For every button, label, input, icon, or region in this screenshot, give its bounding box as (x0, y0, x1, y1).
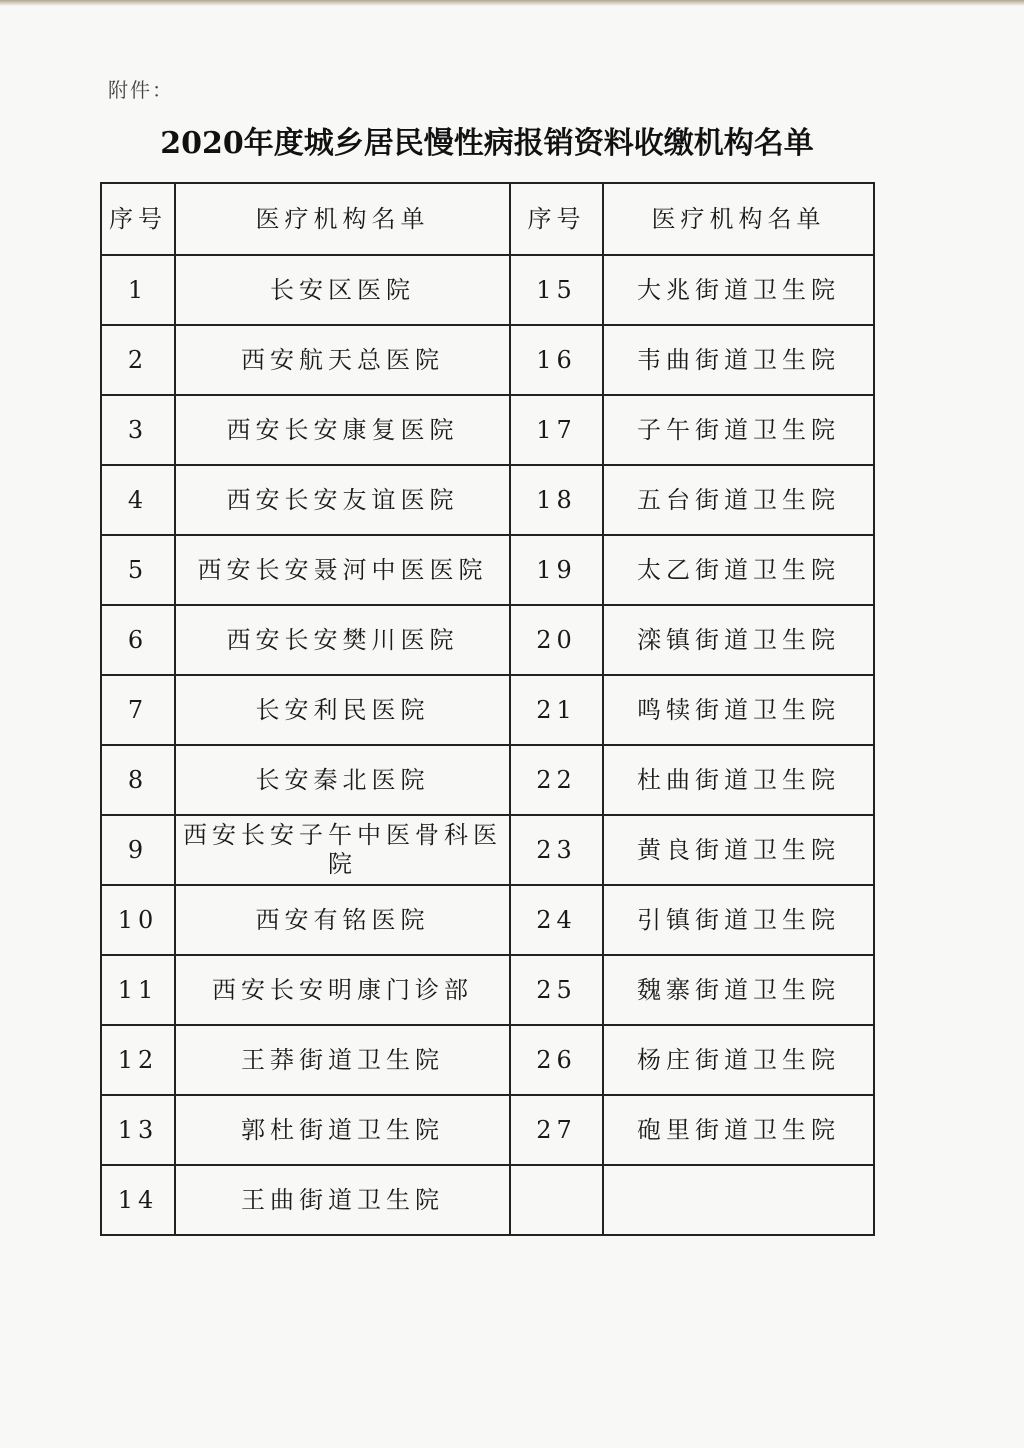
institution-cell-left: 西安长安子午中医骨科医院 (175, 815, 510, 885)
attachment-label: 附件： (108, 78, 174, 102)
institution-table (100, 182, 875, 1236)
table-row (101, 605, 874, 675)
table-row (101, 1025, 874, 1095)
institution-cell-right: 鸣犊街道卫生院 (603, 675, 874, 745)
serial-cell-right: 24 (510, 885, 603, 955)
serial-cell-right: 22 (510, 745, 603, 815)
institution-cell-left: 长安利民医院 (175, 675, 510, 745)
serial-cell-left: 2 (101, 325, 175, 395)
serial-cell-left: 5 (101, 535, 175, 605)
table-row (101, 325, 874, 395)
table-header-row (101, 183, 874, 255)
table-row (101, 745, 874, 815)
serial-cell-right: 17 (510, 395, 603, 465)
table-row (101, 955, 874, 1025)
institution-cell-right: 五台街道卫生院 (603, 465, 874, 535)
document-title: 2020年度城乡居民慢性病报销资料收缴机构名单 (160, 126, 814, 161)
header-serial-right: 序号 (510, 183, 603, 255)
institution-cell-left: 西安有铭医院 (175, 885, 510, 955)
page-top-edge (0, 0, 1024, 6)
serial-cell-left: 1 (101, 255, 175, 325)
institution-cell-right: 魏寨街道卫生院 (603, 955, 874, 1025)
header-institution-right: 医疗机构名单 (603, 183, 874, 255)
table-row (101, 675, 874, 745)
institution-cell-right: 子午街道卫生院 (603, 395, 874, 465)
serial-cell-left: 6 (101, 605, 175, 675)
institution-cell-left: 西安长安康复医院 (175, 395, 510, 465)
institution-cell-left: 西安长安樊川医院 (175, 605, 510, 675)
institution-cell-right (603, 1165, 874, 1235)
institution-cell-left: 郭杜街道卫生院 (175, 1095, 510, 1165)
institution-cell-left: 王莽街道卫生院 (175, 1025, 510, 1095)
serial-cell-right: 23 (510, 815, 603, 885)
institution-cell-right: 太乙街道卫生院 (603, 535, 874, 605)
serial-cell-right: 19 (510, 535, 603, 605)
table-row (101, 535, 874, 605)
table-row (101, 395, 874, 465)
institution-cell-right: 大兆街道卫生院 (603, 255, 874, 325)
table-row (101, 815, 874, 885)
serial-cell-right: 18 (510, 465, 603, 535)
serial-cell-left: 11 (101, 955, 175, 1025)
serial-cell-left: 4 (101, 465, 175, 535)
institution-cell-left: 王曲街道卫生院 (175, 1165, 510, 1235)
serial-cell-left: 12 (101, 1025, 175, 1095)
institution-cell-right: 杜曲街道卫生院 (603, 745, 874, 815)
serial-cell-right: 15 (510, 255, 603, 325)
serial-cell-left: 14 (101, 1165, 175, 1235)
institution-cell-right: 韦曲街道卫生院 (603, 325, 874, 395)
serial-cell-left: 8 (101, 745, 175, 815)
serial-cell-left: 13 (101, 1095, 175, 1165)
serial-cell-left: 9 (101, 815, 175, 885)
table-body (101, 255, 874, 1235)
table-row (101, 255, 874, 325)
institution-cell-right: 黄良街道卫生院 (603, 815, 874, 885)
table-row (101, 885, 874, 955)
serial-cell-right (510, 1165, 603, 1235)
institution-cell-right: 杨庄街道卫生院 (603, 1025, 874, 1095)
serial-cell-right: 16 (510, 325, 603, 395)
table-row (101, 465, 874, 535)
serial-cell-right: 21 (510, 675, 603, 745)
header-serial-left: 序号 (101, 183, 175, 255)
institution-cell-left: 西安长安明康门诊部 (175, 955, 510, 1025)
institution-cell-right: 引镇街道卫生院 (603, 885, 874, 955)
table-row (101, 1165, 874, 1235)
institution-cell-left: 长安秦北医院 (175, 745, 510, 815)
institution-cell-right: 滦镇街道卫生院 (603, 605, 874, 675)
institution-cell-right: 砲里街道卫生院 (603, 1095, 874, 1165)
serial-cell-right: 20 (510, 605, 603, 675)
serial-cell-right: 26 (510, 1025, 603, 1095)
serial-cell-left: 10 (101, 885, 175, 955)
institution-cell-left: 西安长安友谊医院 (175, 465, 510, 535)
serial-cell-right: 25 (510, 955, 603, 1025)
serial-cell-left: 7 (101, 675, 175, 745)
institution-cell-left: 西安航天总医院 (175, 325, 510, 395)
serial-cell-right: 27 (510, 1095, 603, 1165)
serial-cell-left: 3 (101, 395, 175, 465)
institution-cell-left: 西安长安聂河中医医院 (175, 535, 510, 605)
institution-cell-left: 长安区医院 (175, 255, 510, 325)
table-row (101, 1095, 874, 1165)
header-institution-left: 医疗机构名单 (175, 183, 510, 255)
